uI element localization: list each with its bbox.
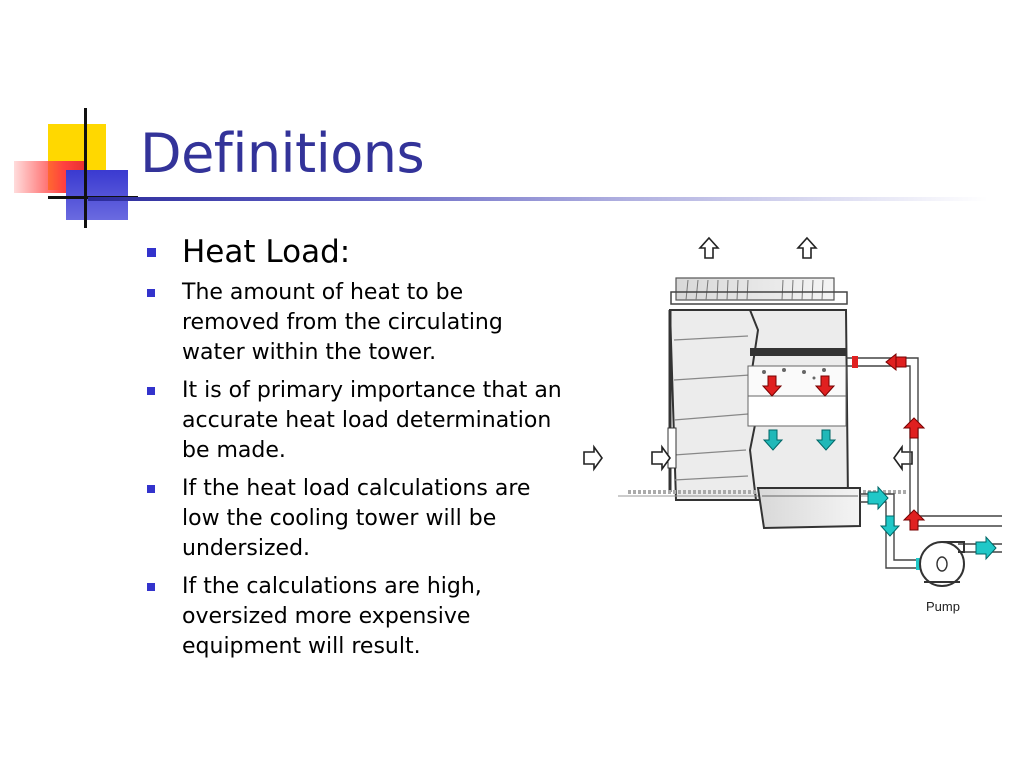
bullet-square-icon: [147, 387, 155, 395]
logo-blue-square: [66, 170, 128, 220]
bullet-item: [140, 376, 562, 466]
tower-casing: [668, 310, 848, 500]
bullet-item: [140, 278, 562, 368]
heading-text: Heat Load:: [182, 234, 351, 270]
air-intake-arrow-icon: [584, 447, 602, 469]
cold-water-basin: [758, 488, 860, 528]
pump-icon: [920, 542, 964, 586]
hot-water-flow-arrow-icon: [886, 354, 906, 370]
cold-water-flow-arrow-icon: [976, 537, 996, 559]
fan-stack: [671, 278, 847, 304]
cooling-tower-diagram: [578, 230, 1008, 630]
bullet-list: [140, 232, 560, 670]
air-exhaust-arrow-icon: [700, 238, 718, 258]
slide-title: Definitions: [140, 122, 425, 185]
bullet-item: [140, 474, 562, 564]
hot-water-valve: [852, 356, 858, 368]
bullet-item: [140, 572, 562, 662]
bullet-text: The amount of heat to be removed from the circulating water within the tower.: [182, 280, 503, 365]
title-underline-rule: [88, 197, 988, 201]
bullet-square-icon: [147, 289, 155, 297]
bullet-square-icon: [147, 583, 155, 591]
air-intake-arrow-icon: [652, 447, 670, 469]
hot-water-flow-arrow-icon: [904, 510, 924, 530]
pump-label: Pump: [926, 599, 960, 614]
bullet-text: If the heat load calculations are low the cooling tower will be undersized.: [182, 476, 531, 561]
bullet-square-icon: [147, 485, 155, 493]
logo-vertical-line: [84, 108, 87, 228]
air-exhaust-arrow-icon: [798, 238, 816, 258]
bullet-text: If the calculations are high, oversized more expensive equipment will result.: [182, 574, 482, 659]
heading-bullet: [140, 232, 560, 272]
hot-water-flow-arrow-icon: [904, 418, 924, 438]
cold-water-flow-arrow-icon: [881, 516, 899, 536]
bullet-text: It is of primary importance that an accurate heat load determination be made.: [182, 378, 562, 463]
bullet-square-icon: [147, 248, 156, 257]
